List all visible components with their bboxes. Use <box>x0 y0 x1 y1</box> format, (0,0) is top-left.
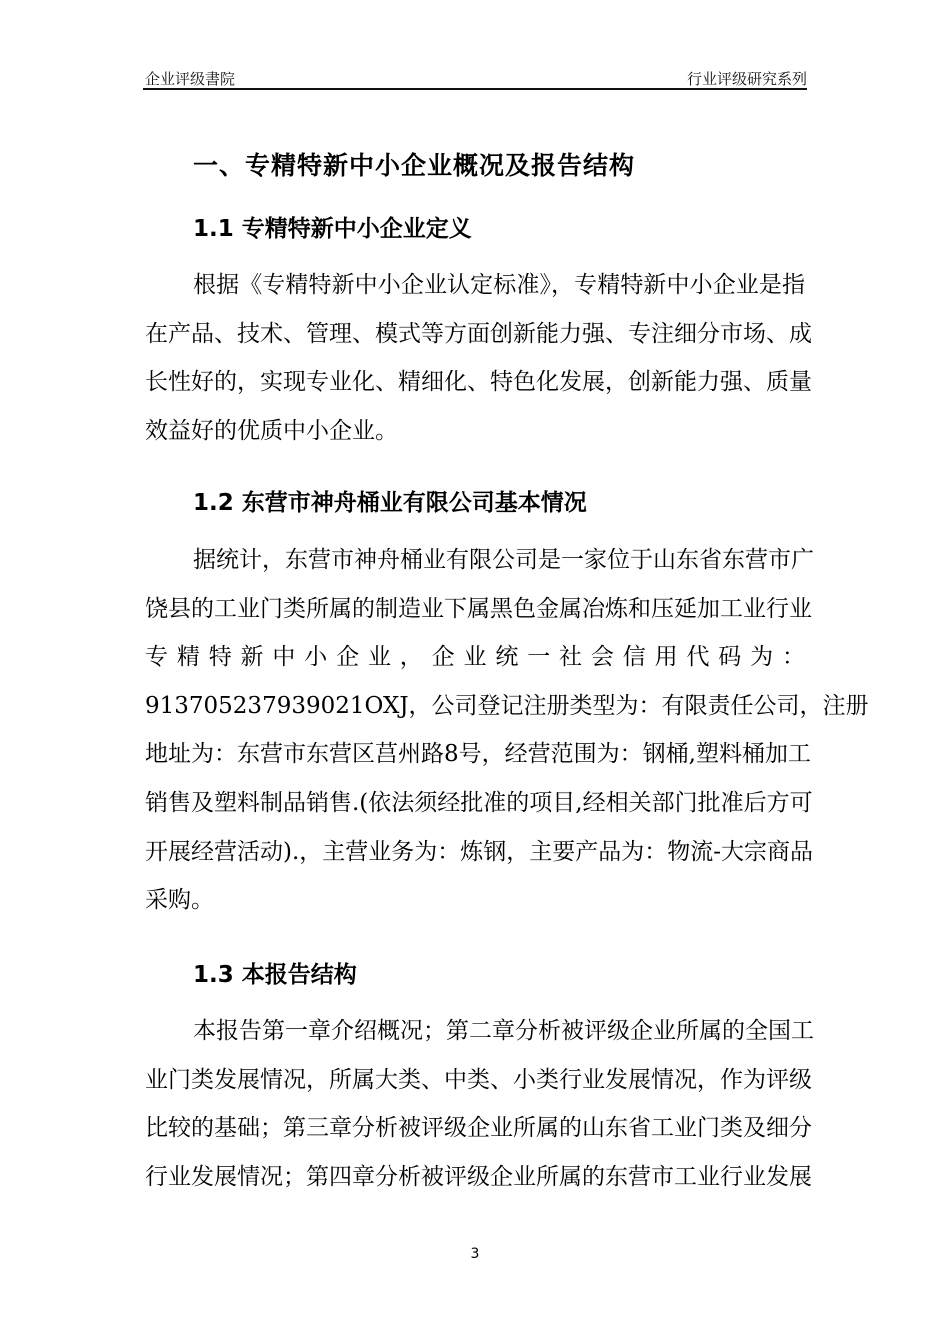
paragraph-line: 本报告第一章介绍概况；第二章分析被评级企业所属的全国工 <box>193 1018 814 1044</box>
section-title: 1.3 本报告结构 <box>193 962 357 988</box>
paragraph-line: 采购。 <box>145 887 214 914</box>
header-left: 企业评级書院 <box>145 70 236 88</box>
paragraph-line: 业门类发展情况，所属大类、中类、小类行业发展情况，作为评级 <box>145 1066 812 1093</box>
paragraph-line: 地址为：东营市东营区莒州路8号，经营范围为：钢桶,塑料桶加工 <box>145 741 811 768</box>
header-rule <box>143 88 807 90</box>
section-title: 1.2 东营市神舟桶业有限公司基本情况 <box>193 490 587 516</box>
page-number: 3 <box>470 1246 480 1262</box>
paragraph-line: 比较的基础；第三章分析被评级企业所属的山东省工业门类及细分 <box>145 1115 812 1142</box>
paragraph-line: 开展经营活动).，主营业务为：炼钢，主要产品为：物流-大宗商品 <box>145 838 814 865</box>
paragraph-line: 专精特新中小企业，企业统一社会信用代码为： <box>145 644 805 671</box>
chapter-title: 一、专精特新中小企业概况及报告结构 <box>193 151 636 180</box>
header-right: 行业评级研究系列 <box>686 70 807 88</box>
paragraph-line: 据统计，东营市神舟桶业有限公司是一家位于山东省东营市广 <box>193 547 814 573</box>
paragraph-line: 行业发展情况；第四章分析被评级企业所属的东营市工业行业发展 <box>145 1163 812 1190</box>
paragraph-line: 效益好的优质中小企业。 <box>145 417 398 444</box>
paragraph-line: 饶县的工业门类所属的制造业下属黑色金属冶炼和压延加工业行业 <box>145 595 812 622</box>
section-title: 1.1 专精特新中小企业定义 <box>193 216 472 242</box>
paragraph-line: 913705237939021OXJ，公司登记注册类型为：有限责任公司，注册 <box>145 692 869 719</box>
paragraph-line: 根据《专精特新中小企业认定标准》，专精特新中小企业是指 <box>193 272 805 298</box>
paragraph-line: 长性好的，实现专业化、精细化、特色化发展，创新能力强、质量 <box>145 369 812 396</box>
paragraph-line: 销售及塑料制品销售.(依法须经批准的项目,经相关部门批准后方可 <box>145 790 813 816</box>
paragraph-line: 在产品、技术、管理、模式等方面创新能力强、专注细分市场、成 <box>145 320 812 347</box>
